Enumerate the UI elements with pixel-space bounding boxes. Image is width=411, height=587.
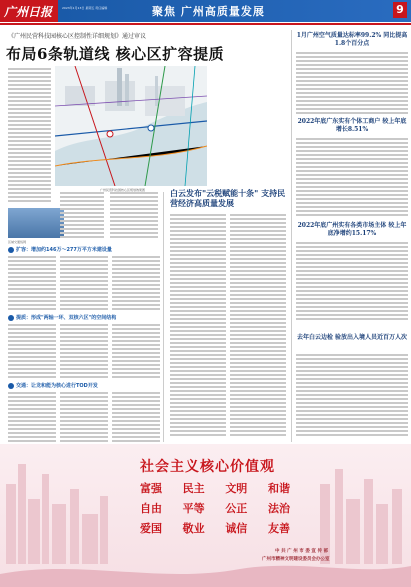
section-title: 聚焦 广州高质量发展 bbox=[152, 5, 265, 18]
banner-row-3 bbox=[140, 520, 290, 536]
photo-caption: 区域交通线网 bbox=[8, 240, 27, 244]
value-justice: 公正 bbox=[225, 502, 248, 515]
lead-map-image bbox=[55, 66, 207, 186]
value-harmony: 和谐 bbox=[267, 482, 290, 495]
value-democracy: 民主 bbox=[182, 482, 205, 495]
sub1-text-a bbox=[8, 256, 56, 312]
lead-intro-text bbox=[8, 68, 51, 204]
right-column-divider bbox=[291, 30, 292, 442]
value-equality: 平等 bbox=[182, 502, 205, 515]
banner-credit-1: 中 共 广 州 市 委 宣 传 部 bbox=[275, 549, 329, 554]
value-civility: 文明 bbox=[225, 482, 248, 495]
map-caption: 广州民营科技园核心区规划效果图 bbox=[100, 188, 146, 192]
sub-heading-3-text: 交通：让龙和能为核心进行TOD开发 bbox=[16, 383, 98, 389]
right2-text bbox=[296, 138, 408, 218]
column-divider bbox=[163, 192, 164, 442]
sub3-text-a bbox=[8, 392, 56, 444]
value-freedom: 自由 bbox=[140, 502, 162, 515]
banner-title: 社会主义核心价值观 bbox=[140, 459, 275, 475]
values-banner bbox=[0, 444, 411, 587]
middle-text-b bbox=[230, 214, 286, 438]
value-integrity: 诚信 bbox=[225, 522, 248, 535]
right3-text bbox=[296, 242, 408, 322]
banner-credit-2: 广州市精神文明建设委员会办公室 bbox=[262, 557, 330, 562]
lead-headline: 布局6条轨道线 核心区扩容提质 bbox=[6, 45, 225, 63]
section-bullet-icon bbox=[8, 247, 14, 253]
masthead-logo: 广州日报 bbox=[4, 5, 53, 19]
transit-photo bbox=[8, 208, 64, 238]
lead-text-col3 bbox=[110, 192, 158, 240]
right1-text bbox=[296, 52, 408, 116]
sub2-text-b bbox=[60, 324, 108, 380]
right4-text bbox=[296, 354, 408, 438]
middle-headline: 白云发布"云税赋能十条" 支持民营经济高质量发展 bbox=[170, 188, 286, 208]
sub-heading-3 bbox=[8, 382, 98, 389]
sub3-text-c bbox=[112, 392, 160, 444]
section-bullet-icon bbox=[8, 315, 14, 321]
lead-text-col2 bbox=[60, 192, 104, 240]
masthead-date: 2023年1月13日 星期五 责任编辑 bbox=[62, 6, 108, 10]
value-patriotism: 爱国 bbox=[140, 522, 162, 535]
sub1-text-b bbox=[60, 256, 108, 312]
sub-heading-2-text: 提质：形成"两轴一环、双核六区"的空间结构 bbox=[16, 315, 117, 321]
lead-kicker: 《广州民营科技园核心区控制性详细规划》通过审议 bbox=[8, 33, 147, 40]
masthead bbox=[0, 0, 411, 30]
right-headline-4: 去年白云边检 验放出入境人员近百万人次 bbox=[296, 334, 408, 341]
sub-heading-1-text: 扩容：增加约146万～277万平方米建设量 bbox=[16, 247, 112, 253]
map-illustration bbox=[55, 66, 207, 186]
value-rule-of-law: 法治 bbox=[267, 502, 290, 515]
sub2-text-a bbox=[8, 324, 56, 380]
masthead-rule bbox=[0, 23, 411, 25]
sub2-text-c bbox=[112, 324, 160, 380]
sub1-text-c bbox=[112, 256, 160, 312]
value-dedication: 敬业 bbox=[182, 522, 205, 535]
right-headline-3: 2022年底广州实有各类市场主体 较上年底净增约15.17% bbox=[297, 222, 407, 237]
right-headline-2: 2022年底广东实有个体工商户 较上年底增长8.51% bbox=[297, 118, 407, 133]
value-prosperity: 富强 bbox=[140, 482, 162, 495]
banner-row-1 bbox=[140, 480, 290, 496]
sub3-text-b bbox=[60, 392, 108, 444]
middle-text-a bbox=[170, 214, 226, 438]
banner-row-2 bbox=[140, 500, 290, 516]
value-friendship: 友善 bbox=[267, 522, 290, 535]
right-headline-1: 1月广州空气质量达标率99.2% 同比提高1.8个百分点 bbox=[296, 32, 408, 47]
page-number: 9 bbox=[393, 2, 407, 18]
sub-heading-2 bbox=[8, 314, 116, 321]
section-bullet-icon bbox=[8, 383, 14, 389]
sub-heading-1 bbox=[8, 246, 112, 253]
